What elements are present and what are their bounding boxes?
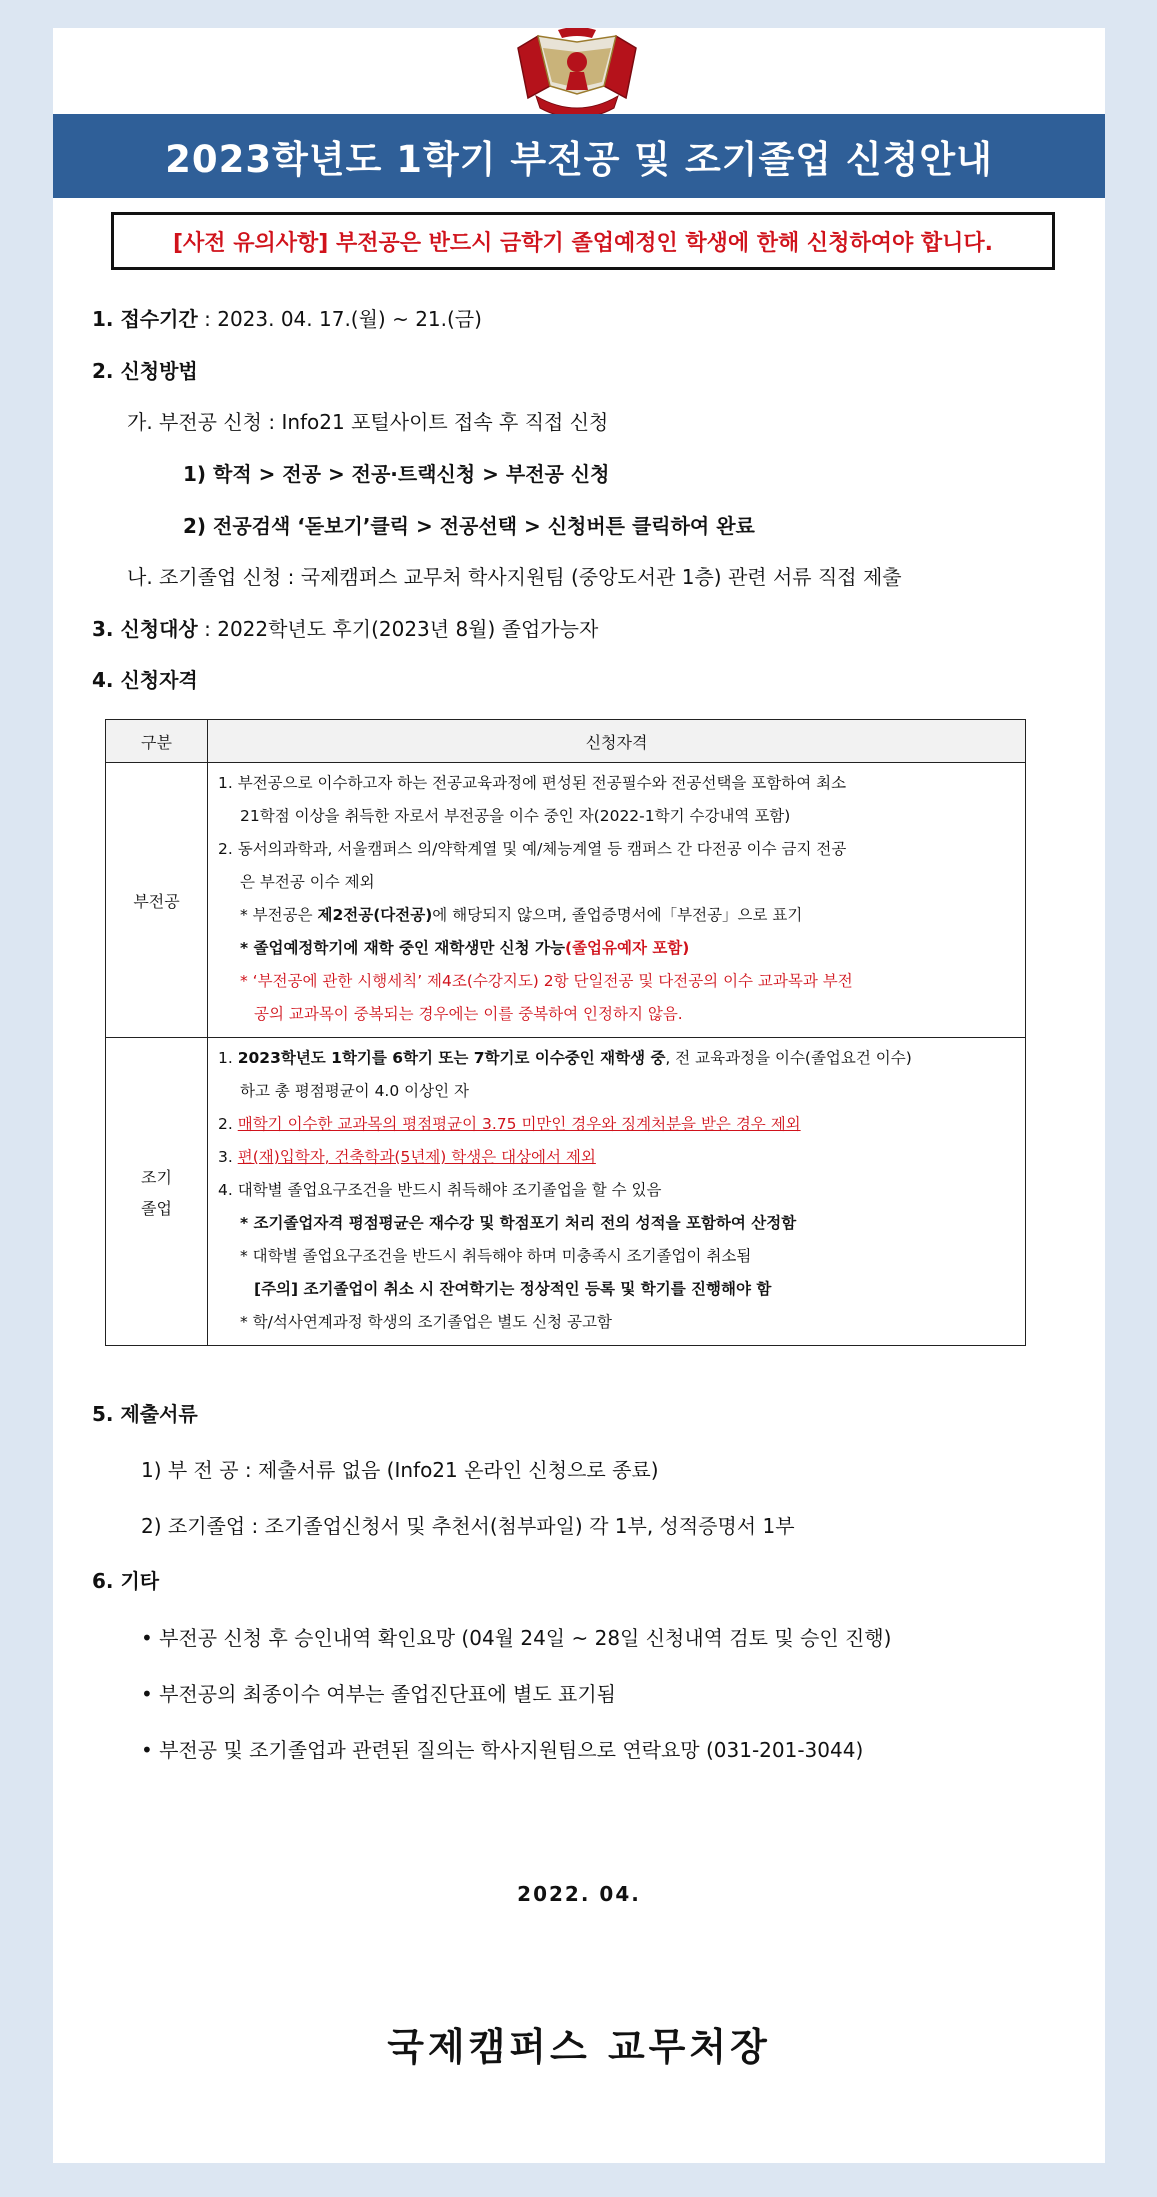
early-note-3: * 학/석사연계과정 학생의 조기졸업은 별도 신청 공고함 xyxy=(240,1313,612,1331)
section-2-ga1: 1) 학적 > 전공 > 전공·트랙신청 > 부전공 신청 xyxy=(183,462,610,486)
minor-note-3: * ‘부전공에 관한 시행세칙’ 제4조(수강지도) 2항 단일전공 및 다전공의 이수 교과목과 부전 xyxy=(240,972,853,990)
table-row-minor xyxy=(106,763,1026,1038)
minor-qualifications xyxy=(208,763,1026,1038)
early-rule-1b: 2023학년도 1학기를 6학기 또는 7학기로 이수중인 재학생 중 xyxy=(237,1049,666,1067)
section-5-item-2: 2) 조기졸업 : 조기졸업신청서 및 추천서(첨부파일) 각 1부, 성적증명서 1부 xyxy=(141,1514,795,1538)
table-header-category: 구분 xyxy=(106,720,208,763)
minor-note-2a: * 졸업예정학기에 재학 중인 재학생만 신청 가능 xyxy=(240,939,565,957)
section-4-label: 4. 신청자격 xyxy=(92,668,198,692)
section-1-label: 1. 접수기간 xyxy=(92,307,198,331)
table-header-row xyxy=(106,720,1026,763)
notice-box: [사전 유의사항] 부전공은 반드시 금학기 졸업예정인 학생에 한해 신청하여야 합니다. xyxy=(111,212,1055,270)
section-3-value: : 2022학년도 후기(2023년 8월) 졸업가능자 xyxy=(197,617,599,641)
university-emblem xyxy=(508,28,646,128)
early-rule-2b: 매학기 이수한 교과목의 평점평균이 3.75 미만인 경우와 징계처분을 받은 경우 제외 xyxy=(237,1115,801,1133)
minor-category: 부전공 xyxy=(106,763,208,1038)
section-6-bullet-3: • 부전공 및 조기졸업과 관련된 질의는 학사지원팀으로 연락요망 (031-201-3044) xyxy=(141,1738,864,1762)
section-6-bullet-2: • 부전공의 최종이수 여부는 졸업진단표에 별도 표기됨 xyxy=(141,1682,616,1706)
minor-rule-2: 2. 동서의과학과, 서울캠퍼스 의/약학계열 및 예/체능계열 등 캠퍼스 간 다전공 이수 금지 전공 xyxy=(218,840,847,858)
early-rule-1 xyxy=(218,1042,1015,1075)
early-rule-3a: 3. xyxy=(218,1148,238,1166)
early-category-2: 졸업 xyxy=(141,1198,172,1218)
section-6-bullet-1: • 부전공 신청 후 승인내역 확인요망 (04월 24일 ~ 28일 신청내역 검토 및 승인 진행) xyxy=(141,1626,892,1650)
document-date: 2022. 04. xyxy=(517,1882,641,1906)
section-1-value: : 2023. 04. 17.(월) ~ 21.(금) xyxy=(197,307,482,331)
early-rule-2a: 2. xyxy=(218,1115,238,1133)
page-title: 2023학년도 1학기 부전공 및 조기졸업 신청안내 xyxy=(53,114,1105,198)
minor-note-2b: (졸업유예자 포함) xyxy=(564,939,690,957)
minor-note-3b: 공의 교과목이 중복되는 경우에는 이를 중복하여 인정하지 않음. xyxy=(254,1005,683,1023)
minor-note-2 xyxy=(218,932,1015,965)
document-page xyxy=(53,28,1105,2163)
section-2-ga: 가. 부전공 신청 : Info21 포털사이트 접속 후 직접 신청 xyxy=(127,410,609,434)
section-5-item-1: 1) 부 전 공 : 제출서류 없음 (Info21 온라인 신청으로 종료) xyxy=(141,1458,659,1482)
section-3-label: 3. 신청대상 xyxy=(92,617,198,641)
signature-title: 국제캠퍼스 교무처장 xyxy=(387,2025,771,2069)
early-note-2: * 대학별 졸업요구조건을 반드시 취득해야 하며 미충족시 조기졸업이 취소됨 xyxy=(240,1247,752,1265)
early-rule-1d: 하고 총 평점평균이 4.0 이상인 자 xyxy=(240,1082,469,1100)
early-category-1: 조기 xyxy=(141,1167,172,1187)
early-qualifications xyxy=(208,1038,1026,1346)
early-rule-1c: , 전 교육과정을 이수(졸업요건 이수) xyxy=(665,1049,912,1067)
minor-rule-1: 1. 부전공으로 이수하고자 하는 전공교육과정에 편성된 전공필수와 전공선택을 포함하여 최소 xyxy=(218,774,847,792)
minor-note-1b: 제2전공(다전공) xyxy=(317,906,433,924)
early-note-2b: [주의] 조기졸업이 취소 시 잔여학기는 정상적인 등록 및 학기를 진행해야 함 xyxy=(254,1280,772,1298)
table-header-qualification: 신청자격 xyxy=(208,720,1026,763)
minor-note-1 xyxy=(218,899,1015,932)
section-2-label: 2. 신청방법 xyxy=(92,359,198,383)
minor-rule-2b: 은 부전공 이수 제외 xyxy=(240,873,375,891)
early-rule-4: 4. 대학별 졸업요구조건을 반드시 취득해야 조기졸업을 할 수 있음 xyxy=(218,1181,662,1199)
early-rule-3b: 편(재)입학자, 건축학과(5년제) 학생은 대상에서 제외 xyxy=(237,1148,596,1166)
table-row-early xyxy=(106,1038,1026,1346)
section-2-ga2: 2) 전공검색 ‘돋보기’클릭 > 전공선택 > 신청버튼 클릭하여 완료 xyxy=(183,514,755,538)
section-6-label: 6. 기타 xyxy=(92,1569,160,1593)
early-rule-2 xyxy=(218,1108,1015,1141)
minor-note-1c: 에 해당되지 않으며, 졸업증명서에「부전공」으로 표기 xyxy=(432,906,803,924)
early-category xyxy=(106,1038,208,1346)
qualification-table xyxy=(105,719,1026,1346)
early-rule-1a: 1. xyxy=(218,1049,238,1067)
minor-rule-1b: 21학점 이상을 취득한 자로서 부전공을 이수 중인 자(2022-1학기 수강내역 포함) xyxy=(240,807,791,825)
early-note-1: * 조기졸업자격 평점평균은 재수강 및 학점포기 처리 전의 성적을 포함하여 산정함 xyxy=(240,1214,797,1232)
section-3 xyxy=(92,613,598,642)
section-2-na: 나. 조기졸업 신청 : 국제캠퍼스 교무처 학사지원팀 (중앙도서관 1층) 관련 서류 직접 제출 xyxy=(127,565,902,589)
minor-note-1a: * 부전공은 xyxy=(240,906,318,924)
section-1 xyxy=(92,303,482,332)
section-5-label: 5. 제출서류 xyxy=(92,1402,198,1426)
early-rule-3 xyxy=(218,1141,1015,1174)
